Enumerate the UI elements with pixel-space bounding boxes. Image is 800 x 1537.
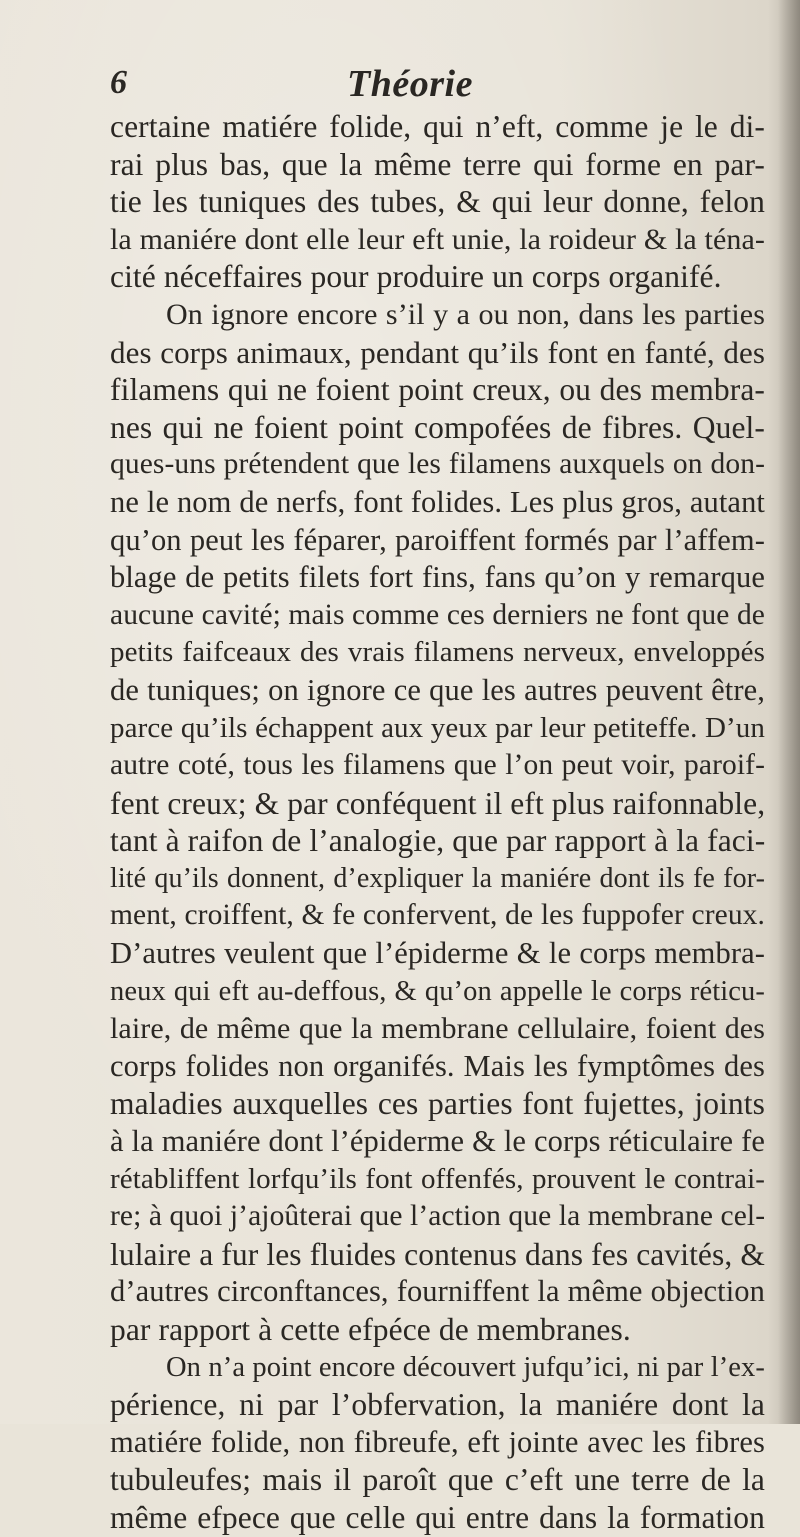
body-text: [110, 108, 765, 1537]
running-head-title: Théorie: [347, 63, 473, 105]
text-line: rai plus bas, que la même terre qui forme en par-: [110, 146, 765, 182]
text-line: D’autres veulent que l’épiderme & le corps membra-: [110, 936, 765, 971]
text-line: maladies auxquelles ces parties font fujettes, joints: [110, 1086, 765, 1122]
text-line: filamens qui ne foient point creux, ou des membra-: [110, 372, 765, 408]
text-line: parce qu’ils échappent aux yeux par leur petiteffe. D’un: [110, 711, 765, 744]
text-line: tant à raifon de l’analogie, que par rapport à la faci-: [110, 823, 766, 859]
text-line: d’autres circonftances, fourniffent la même objection: [110, 1274, 765, 1309]
text-line: petits faifceaux des vrais filamens nerveux, enveloppés: [110, 636, 765, 669]
text-line: nes qui ne foient point compofées de fibres. Quel-: [110, 409, 765, 445]
text-line: matiére folide, non fibreufe, eft jointe avec les fibres: [110, 1424, 765, 1459]
text-line: rétabliffent lorfqu’ils font offenfés, prouvent le contrai-: [110, 1162, 765, 1195]
text-line: autre coté, tous les filamens que l’on peut voir, paroif-: [110, 749, 765, 782]
text-line: tie les tuniques des tubes, & qui leur donne, felon: [110, 184, 765, 220]
text-line-paragraph-end: par rapport à cette efpéce de membranes.: [110, 1312, 631, 1347]
text-line: ques-uns prétendent que les filamens auxquels on don-: [110, 448, 765, 481]
text-line: lulaire a fur les fluides contenus dans fes cavités, &: [110, 1236, 765, 1272]
text-line: même efpece que celle qui entre dans la formation: [110, 1499, 765, 1535]
text-line: la maniére dont elle leur eft unie, la roideur & la téna-: [110, 222, 765, 256]
text-line-paragraph-start: On ignore encore s’il y a ou non, dans les parties: [166, 297, 765, 331]
text-line: lité qu’ils donnent, d’expliquer la maniére dont ils fe for-: [110, 862, 765, 894]
page-bottom-margin: [110, 1340, 710, 1380]
text-line: blage de petits filets fort fins, fans qu’on y remarque: [110, 560, 765, 595]
text-line: laire, de même que la membrane cellulaire, foient des: [110, 1012, 765, 1046]
text-line: re; à quoi j’ajoûterai que l’action que la membrane cel-: [110, 1200, 766, 1233]
page-edge-shadow: [778, 0, 800, 1424]
text-line: tubuleufes; mais il paroît que c’eft une terre de la: [110, 1462, 765, 1498]
text-line: ne le nom de nerfs, font folides. Les plus gros, autant: [110, 484, 765, 519]
text-line-paragraph-start: On n’a point encore découvert jufqu’ici, ni par l’ex-: [166, 1351, 765, 1383]
text-line-paragraph-end: cité néceffaires pour produire un corps organifé.: [110, 259, 722, 295]
text-line: qu’on peut les féparer, paroiffent formés par l’affem-: [110, 522, 765, 557]
text-line: des corps animaux, pendant qu’ils font en fanté, des: [110, 334, 765, 370]
text-line: corps folides non organifés. Mais les fymptômes des: [110, 1048, 765, 1083]
text-line: de tuniques; on ignore ce que les autres peuvent être,: [110, 672, 765, 707]
text-line: périence, ni par l’obfervation, la maniére dont la: [110, 1387, 765, 1423]
text-line: fent creux; & par conféquent il eft plus raifonnable,: [110, 785, 766, 821]
text-line: à la maniére dont l’épiderme & le corps réticulaire fe: [110, 1124, 765, 1159]
text-line: ment, croiffent, & fe confervent, de les fuppofer creux.: [110, 899, 765, 932]
text-line: aucune cavité; mais comme ces derniers ne font que de: [110, 598, 765, 631]
running-head: [110, 64, 710, 108]
text-line: neux qui eft au-deffous, & qu’on appelle le corps réticu-: [110, 975, 765, 1007]
page-number: 6: [110, 64, 127, 101]
text-line: certaine matiére folide, qui n’eft, comme je le di-: [110, 109, 765, 144]
